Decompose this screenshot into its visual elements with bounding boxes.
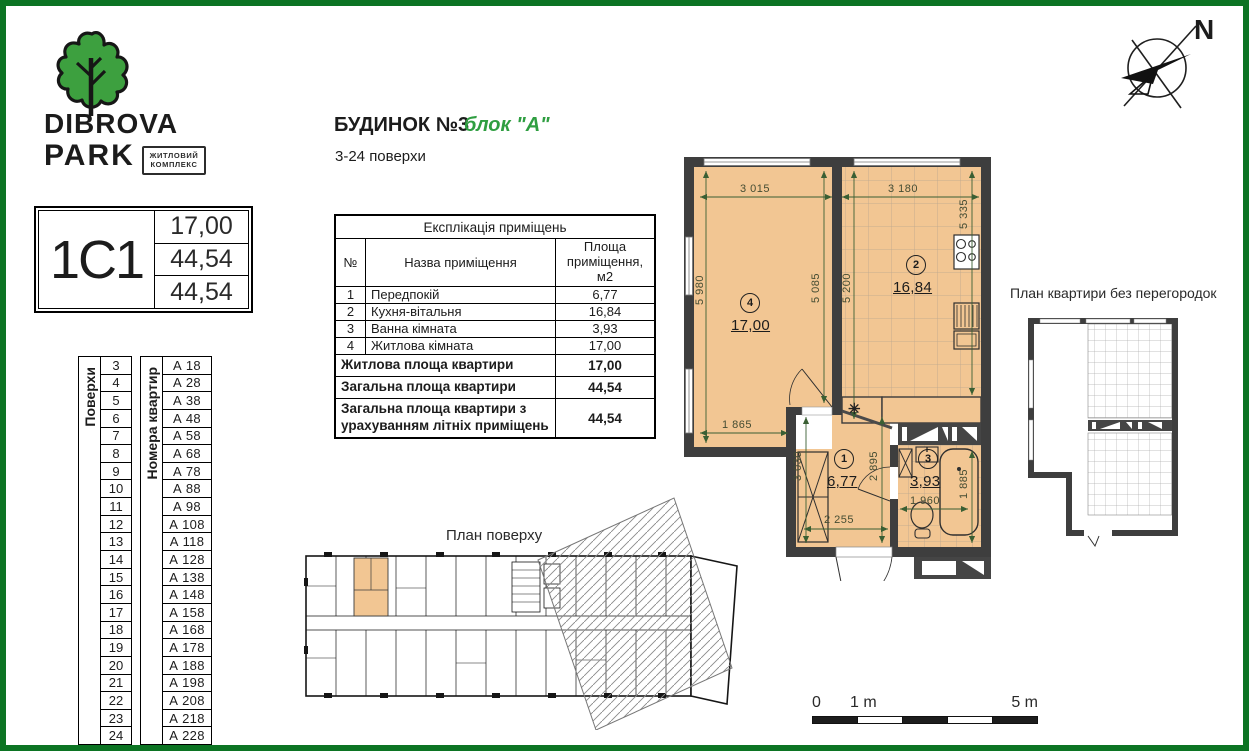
building-title: БУДИНОК №3 xyxy=(334,114,470,136)
apartment-row: А 198 xyxy=(163,675,211,693)
tree-logo-icon xyxy=(54,30,130,116)
floor-plan-drawing xyxy=(296,478,808,730)
brand-name-top: DIBROVA xyxy=(44,108,179,139)
room-number-living: 4 xyxy=(740,293,760,313)
room-area-hall: 6,77 xyxy=(827,473,858,490)
building-floors-range: 3-24 поверхи xyxy=(335,148,426,165)
badge-line2: КОМПЛЕКС xyxy=(150,159,198,169)
apartment-row: А 158 xyxy=(163,604,211,622)
floor-row: 23 xyxy=(101,710,131,728)
dim-bath-height: 1 885 xyxy=(958,469,970,500)
floor-row: 4 xyxy=(101,375,131,393)
apartment-numbers-label-cell xyxy=(141,357,163,744)
floor-row: 13 xyxy=(101,533,131,551)
apartment-numbers-label: Номера квартир xyxy=(143,367,160,480)
apartment-row: А 228 xyxy=(169,728,205,744)
apartment-row: А 218 xyxy=(163,710,211,728)
apartment-row: А 148 xyxy=(163,586,211,604)
apartment-row: А 128 xyxy=(163,551,211,569)
floor-row: 3 xyxy=(101,357,131,375)
apartment-row: А 48 xyxy=(163,410,211,428)
unit-card xyxy=(34,206,253,313)
room-number-bath: 3 xyxy=(918,449,938,469)
apartment-row: А 38 xyxy=(163,392,211,410)
unit-total-area: 44,54 xyxy=(155,243,248,276)
floor-row: 19 xyxy=(101,639,131,657)
floor-row: 12 xyxy=(101,516,131,534)
scale-bar xyxy=(812,694,1038,724)
floor-plan xyxy=(296,478,808,730)
floor-row: 21 xyxy=(101,675,131,693)
floor-row: 14 xyxy=(101,551,131,569)
floors-table-label-cell xyxy=(79,357,101,744)
apartment-row: А 58 xyxy=(163,428,211,446)
building-block: блок "А" xyxy=(464,114,550,136)
floor-row: 11 xyxy=(101,498,131,516)
dim-room2-height-inner: 5 200 xyxy=(841,273,853,304)
scale-zero-label: 0 xyxy=(812,694,821,711)
apartment-numbers-table xyxy=(140,356,212,745)
floor-plan-title: План поверху xyxy=(446,527,543,544)
unit-code: 1С1 xyxy=(39,211,155,308)
explication-row: 3 Ванна кімната 3,93 xyxy=(336,321,654,338)
apartment-row: А 108 xyxy=(163,516,211,534)
room-area-kitchen: 16,84 xyxy=(893,279,933,296)
dim-room4-height-inner: 5 085 xyxy=(810,273,822,304)
scale-one-label: 1 m xyxy=(850,694,877,711)
apartment-row: А 98 xyxy=(163,498,211,516)
floor-row: 24 xyxy=(108,728,124,744)
apartment-row: А 18 xyxy=(163,357,211,375)
dim-hall-width: 2 255 xyxy=(824,514,855,526)
apartment-row: А 138 xyxy=(163,569,211,587)
floor-row: 9 xyxy=(101,463,131,481)
dim-room2-height: 5 335 xyxy=(958,199,970,230)
explication-row: 1 Передпокій 6,77 xyxy=(336,287,654,304)
explication-row: 2 Кухня-вітальня 16,84 xyxy=(336,304,654,321)
col-header-num: № xyxy=(336,239,366,286)
apartment-row: А 188 xyxy=(163,657,211,675)
floor-row: 15 xyxy=(101,569,131,587)
explication-table xyxy=(334,214,656,439)
apartment-row: А 78 xyxy=(163,463,211,481)
dim-room4-bottom-width: 1 865 xyxy=(722,419,753,431)
no-partitions-title: План квартири без перегородок xyxy=(1010,285,1217,301)
apartment-row: А 118 xyxy=(163,533,211,551)
floor-row: 22 xyxy=(101,692,131,710)
floor-row: 20 xyxy=(101,657,131,675)
floor-row: 7 xyxy=(101,428,131,446)
no-partitions-plan xyxy=(1028,318,1178,548)
apartment-row: А 208 xyxy=(163,692,211,710)
floor-row: 8 xyxy=(101,445,131,463)
dim-room4-height: 5 980 xyxy=(694,275,706,306)
washer-symbol: ✳ xyxy=(848,401,861,418)
dim-room4-width: 3 015 xyxy=(740,183,771,195)
unit-living-area: 17,00 xyxy=(170,212,233,241)
scale-five-label: 5 m xyxy=(1011,694,1038,711)
apartment-row: А 68 xyxy=(163,445,211,463)
room-area-bath: 3,93 xyxy=(910,473,941,490)
room-number-hall: 1 xyxy=(834,449,854,469)
floors-table-label: Поверхи xyxy=(81,367,98,427)
apartment-row: А 28 xyxy=(163,375,211,393)
apartment-row: А 88 xyxy=(163,480,211,498)
floors-table xyxy=(78,356,132,745)
dim-hall-height: 3 030 xyxy=(792,451,804,482)
explication-row: 4 Житлова кімната 17,00 xyxy=(336,338,654,355)
brand-badge xyxy=(142,146,206,175)
floor-row: 6 xyxy=(101,410,131,428)
col-header-name: Назва приміщення xyxy=(366,239,556,286)
room-number-kitchen: 2 xyxy=(906,255,926,275)
summary-total-area-summer: Загальна площа квартири з урахуванням літніх приміщень 44,54 xyxy=(336,399,654,437)
scale-bar-strip xyxy=(812,716,1038,724)
floor-row: 5 xyxy=(101,392,131,410)
no-partitions-drawing xyxy=(1028,318,1178,548)
badge-line1: ЖИТЛОВИЙ xyxy=(149,150,199,160)
floor-row: 16 xyxy=(101,586,131,604)
unit-total-area-summer: 44,54 xyxy=(155,275,248,308)
apartment-row: А 168 xyxy=(163,622,211,640)
brand-name-bottom: PARK xyxy=(44,139,135,172)
dim-room2-width: 3 180 xyxy=(888,183,919,195)
room-area-living: 17,00 xyxy=(731,317,771,334)
dim-hall-height-right: 2 895 xyxy=(868,451,880,482)
explication-title: Експлікація приміщень xyxy=(336,216,654,239)
floor-row: 18 xyxy=(101,622,131,640)
summary-living-area: Житлова площа квартири 17,00 xyxy=(336,355,654,377)
north-label: N xyxy=(1194,14,1215,45)
floor-row: 17 xyxy=(101,604,131,622)
floor-row: 10 xyxy=(101,480,131,498)
apartment-row: А 178 xyxy=(163,639,211,657)
summary-total-area: Загальна площа квартири 44,54 xyxy=(336,377,654,399)
col-header-area: Площа приміщення, м2 xyxy=(566,239,644,284)
dim-bath-width: 1 960 xyxy=(910,495,941,507)
compass-icon xyxy=(1118,20,1200,110)
